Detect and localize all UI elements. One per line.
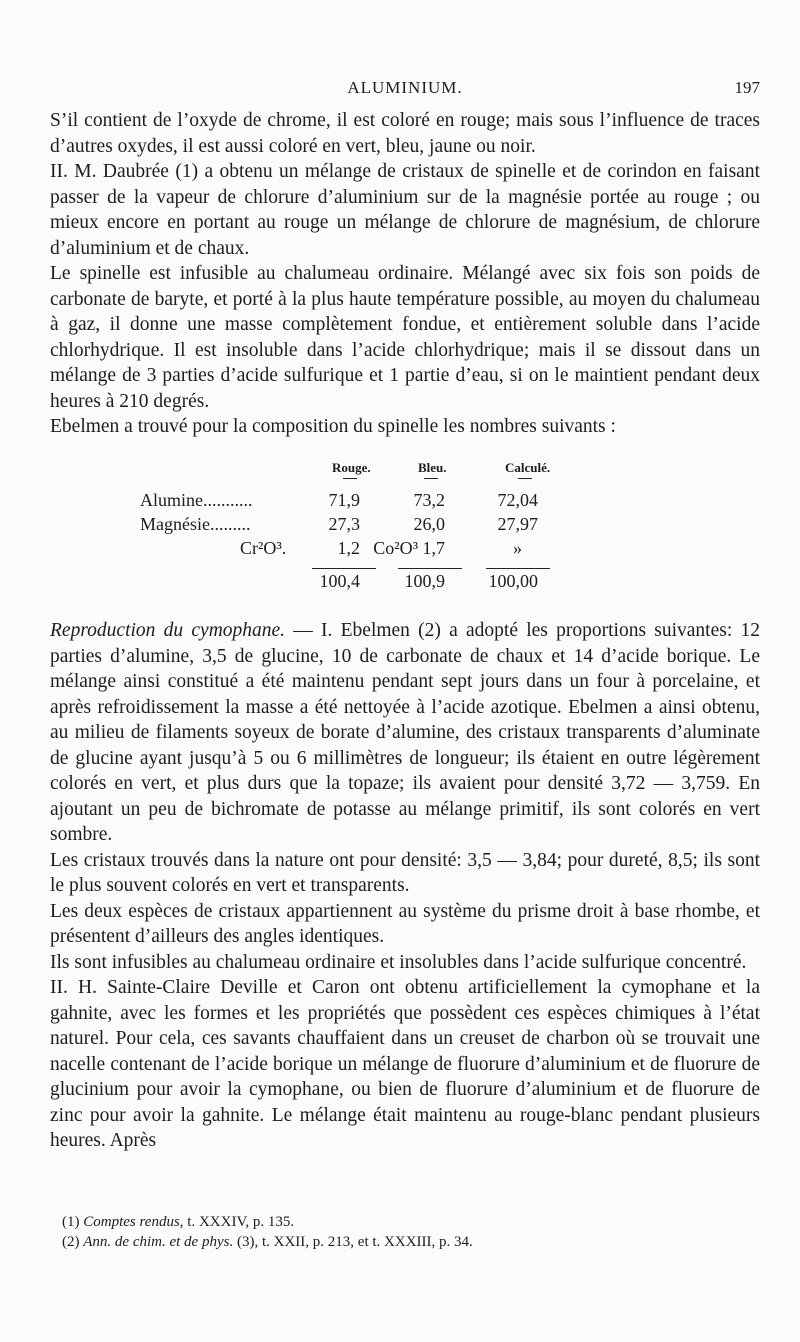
value-calcule: 27,97 [497,514,538,534]
paragraph: II. H. Sainte-Claire Deville et Caron ont obtenu artificiellement la cymophane et la gahnite, avec les formes et les propriétés que possèdent ces espèces chimiques à l’état naturel. Pour cela, ces savants chauffaient dans un creuset de charbon où se trouvait une nacelle contenant de l’acide borique un mélange de fluorure d’aluminium et de fluorure de glucinium pour avoir la cymophane, ou bien de fluorure d’aluminium et de fluorure de zinc pour avoir la gahnite. Le mélange était maintenu au rouge-blanc pendant plusieurs heures. Après [50,977,760,1151]
value-calcule: 72,04 [497,490,538,510]
total-calcule: 100,00 [488,571,538,591]
row-label: Alumine........... [140,490,253,510]
paragraph: Ebelmen a trouvé pour la composition du spinelle les nombres suivants : [50,416,616,437]
total-bleu: 100,9 [404,571,445,591]
paragraph-text: — I. Ebelmen (2) a adopté les proportions suivantes: 12 parties d’alumine, 3,5 de glucine, 10 de carbonate de chaux et 14 d’acide borique. Le mélange ainsi constitué a été maintenu pendant sept jours dans un four à porcelaine, et après refroidissement la masse a été nettoyée à l’acide azotique. Ebelmen a ainsi obtenu, au milieu de filaments soyeux de borate d’alumine, des cristaux transparents d’aluminate de glucine ayant jusqu’à 5 ou 6 millimètres de longueur; ils étaient en outre légèrement colorés en vert, et plus durs que la topaze; ils avaient pour densité 3,72 — 3,759. En ajoutant un peu de bichromate de potasse au mélange primitif, ils sont colorés en vert sombre. [50,620,760,845]
value-calcule: » [513,538,522,558]
value-bleu: 26,0 [413,514,445,534]
value-bleu: 73,2 [413,490,445,510]
col-dash [518,478,532,479]
footnote [62,1232,752,1252]
footnote-source: Comptes rendus [83,1214,180,1230]
footnotes [62,1212,752,1252]
value-rouge: 27,3 [328,514,360,534]
table-row [140,490,580,514]
footnote-source: Ann. de chim. et de phys. [83,1234,234,1250]
paragraph: Les deux espèces de cristaux appartiennent au système du prisme droit à base rhombe, et présentent d’ailleurs des angles identiques. [50,900,760,947]
table-total-row [140,571,580,595]
footnote-ref: (3), t. XXII, p. 213, et t. XXXIII, p. 34. [233,1234,473,1250]
text-block-cymophane [50,618,760,1154]
col-dash [424,478,438,479]
paragraph [50,618,760,848]
sum-rule [486,568,550,569]
table-row [140,538,580,562]
row-label: Magnésie......... [140,514,251,534]
footnote [62,1212,752,1232]
total-rouge: 100,4 [319,571,360,591]
value-rouge: 71,9 [328,490,360,510]
footnote-marker: (2) [62,1234,84,1250]
paragraph: Ils sont infusibles au chalumeau ordinaire et insolubles dans l’acide sulfurique concentré. [50,951,747,973]
paragraph: II. M. Daubrée (1) a obtenu un mélange de cristaux de spinelle et de corindon en faisant passer de la vapeur de chlorure d’aluminium sur de la magnésie portée au rouge ; ou mieux encore en portant au rouge un mélange de chlorure de magnésium, de chlorure d’aluminium et de chaux. [50,161,760,259]
section-title: Reproduction du cymophane. [50,620,286,641]
paragraph: Le spinelle est infusible au chalumeau ordinaire. Mélangé avec six fois son poids de carbonate de baryte, et porté à la plus haute température possible, au moyen du chalumeau à gaz, il donne une masse complètement fondue, et entièrement soluble dans l’acide chlorhydrique. Il est insoluble dans l’acide chlorhydrique; mais il se dissout dans un mélange de 3 parties d’acide sulfurique et 1 partie d’eau, si on le maintient pendant deux heures à 210 degrés. [50,263,760,412]
value-rouge: 1,2 [337,538,360,558]
paragraph: Les cristaux trouvés dans la nature ont pour densité: 3,5 — 3,84; pour dureté, 8,5; ils sont le plus souvent colorés en vert et transparents. [50,849,760,896]
text-block-spinelle [50,108,760,440]
value-bleu: Co²O³ 1,7 [373,538,445,558]
paragraph: S’il contient de l’oxyde de chrome, il est coloré en rouge; mais sous l’influence de traces d’autres oxydes, il est aussi coloré en vert, bleu, jaune ou noir. [50,110,760,157]
page-number: 197 [734,78,760,97]
row-label: Cr²O³. [240,538,287,558]
sum-rule [398,568,462,569]
running-head: ALUMINIUM. [347,78,463,97]
col-header-bleu: Bleu. [418,460,447,475]
table-row [140,514,580,538]
col-header-rouge: Rouge. [332,460,371,475]
page-header [50,76,760,102]
col-header-calcule: Calculé. [505,460,551,475]
col-dash [343,478,357,479]
sum-rule [312,568,376,569]
footnote-ref: , t. XXXIV, p. 135. [179,1214,295,1230]
footnote-marker: (1) [62,1214,84,1230]
